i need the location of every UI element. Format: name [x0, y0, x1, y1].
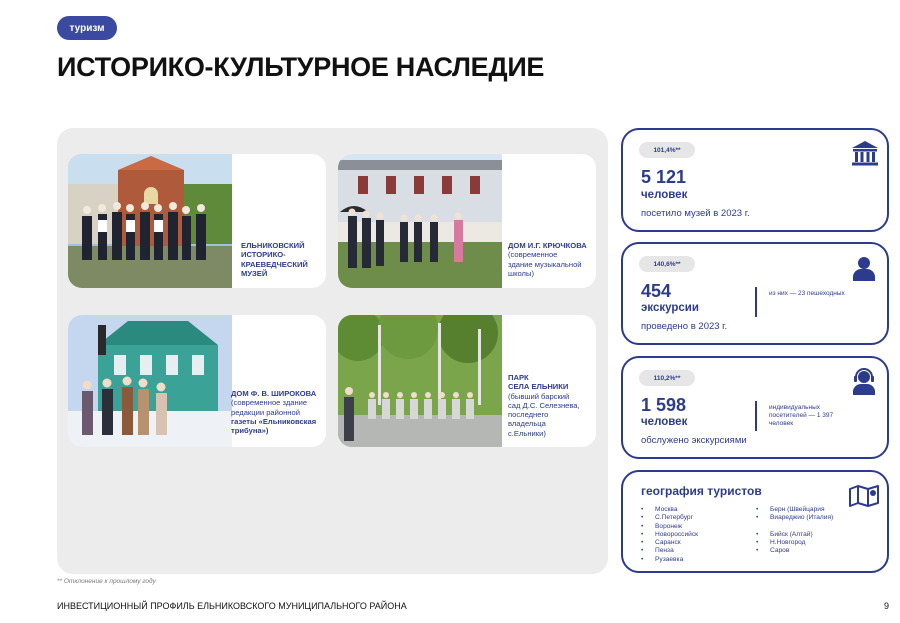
excursions-note: из них — 23 пешеходных: [769, 290, 845, 297]
divider: [755, 287, 757, 317]
museum-caption: ЕЛЬНИКОВСКИЙ ИСТОРИКО- КРАЕВЕДЧЕСКИЙ МУЗЕЙ: [241, 241, 308, 278]
list-item: • Воронеж: [641, 523, 698, 531]
cities-list-right: [756, 506, 833, 556]
card-museum: [68, 154, 326, 288]
served-visitors-card: [621, 356, 889, 459]
page-number: 9: [883, 601, 889, 611]
footer-title: ИНВЕСТИЦИОННЫЙ ПРОФИЛЬ ЕЛЬНИКОВСКОГО МУНИЦИПАЛЬНОГО РАЙОНА: [57, 601, 407, 611]
shirokov-house-photo: [68, 315, 232, 447]
list-item: • Н.Новгород: [756, 539, 833, 547]
deviation-pill: 101,4%**: [639, 142, 695, 158]
museum-icon: [851, 140, 879, 166]
served-desc: обслужено экскурсиями: [641, 435, 747, 446]
footnote: ** Отклонение к прошлому году: [57, 578, 156, 585]
divider: [755, 401, 757, 431]
list-item: • Саров: [756, 547, 833, 555]
list-item: • Новороссийск: [641, 531, 698, 539]
geography-title: география туристов: [641, 484, 762, 498]
list-item: • Бийск (Алтай): [756, 531, 833, 539]
list-item: • Рузаевка: [641, 556, 698, 564]
guide-icon: [851, 368, 877, 396]
excursions-unit: экскурсии: [641, 302, 699, 314]
shirokov-house-caption: ДОМ Ф. В. ШИРОКОВА (современное здание редакции районной газеты «Ельниковская трибуна»): [231, 389, 317, 435]
park-photo: [338, 315, 502, 447]
served-value: 1 598: [641, 395, 687, 415]
list-item: • Пенза: [641, 547, 698, 555]
served-note: индивидуальных посетителей — 1 397 человек: [769, 404, 834, 427]
card-park: [338, 315, 596, 447]
deviation-pill: 110,2%**: [639, 370, 695, 386]
excursions-value: 454: [641, 281, 672, 301]
excursions-card: [621, 242, 889, 345]
list-item: • Виареджио (Италия): [756, 514, 833, 522]
museum-visitors-card: [621, 128, 889, 232]
map-icon: [849, 484, 879, 508]
served-unit: человек: [641, 416, 688, 428]
person-icon: [852, 256, 876, 282]
kryuchkov-house-photo: [338, 154, 502, 288]
park-caption: ПАРК СЕЛА ЕЛЬНИКИ (бывший барский сад Д.С. Селезнева, последнего владельца с.Ельники): [508, 373, 580, 438]
page-title: ИСТОРИКО-КУЛЬТУРНОЕ НАСЛЕДИЕ: [57, 52, 545, 82]
visitors-unit: человек: [641, 189, 688, 201]
kryuchkov-house-caption: ДОМ И.Г. КРЮЧКОВА (современное здание музыкальной школы): [508, 241, 587, 278]
list-item: • Саранск: [641, 539, 698, 547]
geography-card: [621, 470, 889, 573]
list-item: • Берн (Швейцария: [756, 506, 833, 514]
excursions-desc: проведено в 2023 г.: [641, 321, 728, 332]
visitors-desc: посетило музей в 2023 г.: [641, 208, 750, 219]
list-item: • Москва: [641, 506, 698, 514]
cities-list-left: [641, 506, 698, 564]
deviation-pill: 140,6%**: [639, 256, 695, 272]
card-shirokov-house: [68, 315, 326, 447]
heritage-panel: [57, 128, 608, 574]
museum-photo: [68, 154, 232, 288]
card-kryuchkov-house: [338, 154, 596, 288]
visitors-value: 5 121: [641, 167, 687, 187]
section-tag: туризм: [57, 16, 117, 40]
list-item: • С.Петербург: [641, 514, 698, 522]
